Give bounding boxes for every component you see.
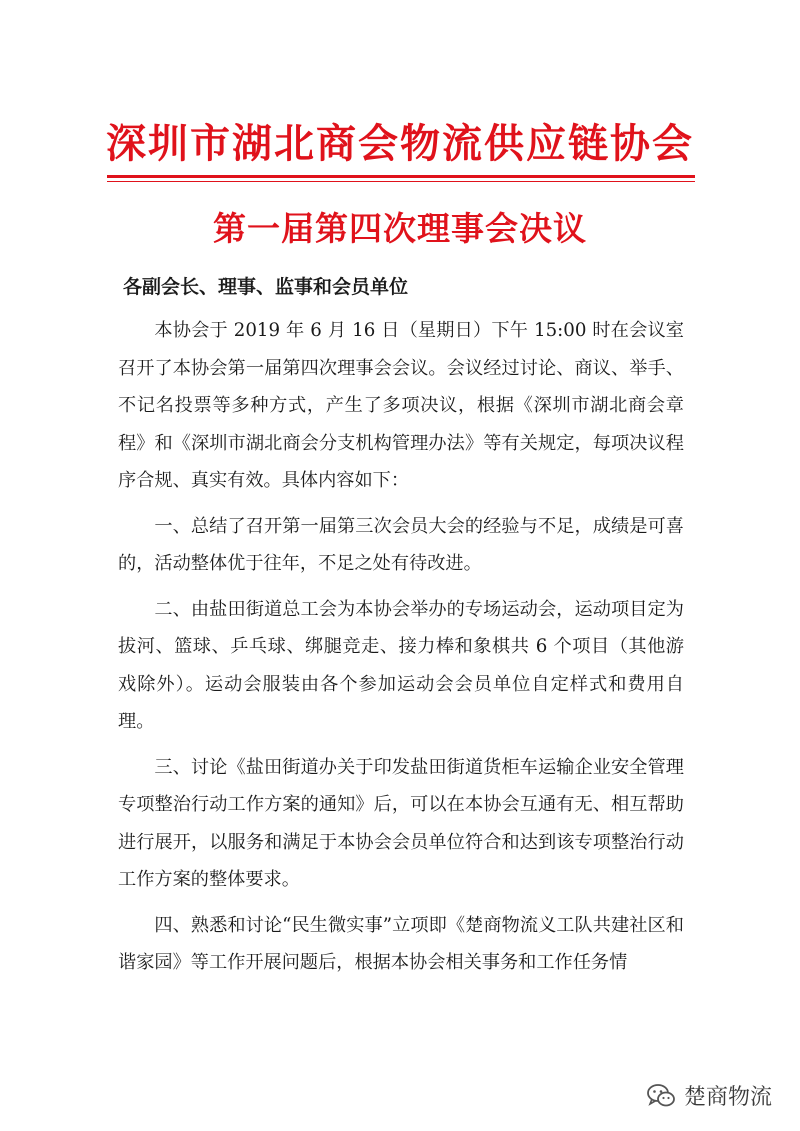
paragraph-item-1: 一、总结了召开第一届第三次会员大会的经验与不足，成绩是可喜的，活动整体优于往年，不足之处有待改进。 [118,515,684,574]
wechat-icon [646,1083,676,1109]
document-title: 第一届第四次理事会决议 [213,209,587,248]
document-body [118,312,684,990]
watermark-text: 楚商物流 [683,1085,772,1110]
watermark [646,1080,772,1111]
paragraph-intro: 本协会于 2019 年 6 月 16 日（星期日）下午 15:00 时在会议室召开了本协会第一届第四次理事会会议。会议经过讨论、商议、举手、不记名投票等多种方式，产生了多项决议，根据《深圳市湖北商会章程》和《深圳市湖北商会分支机构管理办法》等有关规定，每项决议程序合规、真实有效。具体内容如下： [118,320,684,491]
org-header-title: 深圳市湖北商会物流供应链协会 [106,121,694,167]
paragraph-item-4: 四、熟悉和讨论“民生微实事”立项即《楚商物流义工队共建社区和谐家园》等工作开展问题后，根据本协会相关事务和工作任务情 [118,914,684,973]
salutation: 各副会长、理事、监事和会员单位 [123,276,409,298]
paragraph-item-2: 二、由盐田街道总工会为本协会举办的专场运动会，运动项目定为拔河、篮球、乒乓球、绑腿竞走、接力棒和象棋共 6 个项目（其他游戏除外）。运动会服装由各个参加运动会会员单位自定样式和费用自理。 [118,598,684,732]
header-rule-thick [107,175,695,178]
header-rule-thin [107,181,695,182]
paragraph-item-3: 三、讨论《盐田街道办关于印发盐田街道货柜车运输企业安全管理专项整治行动工作方案的通知》后，可以在本协会互通有无、相互帮助进行展开，以服务和满足于本协会会员单位符合和达到该专项整治行动工作方案的整体要求。 [118,756,684,890]
